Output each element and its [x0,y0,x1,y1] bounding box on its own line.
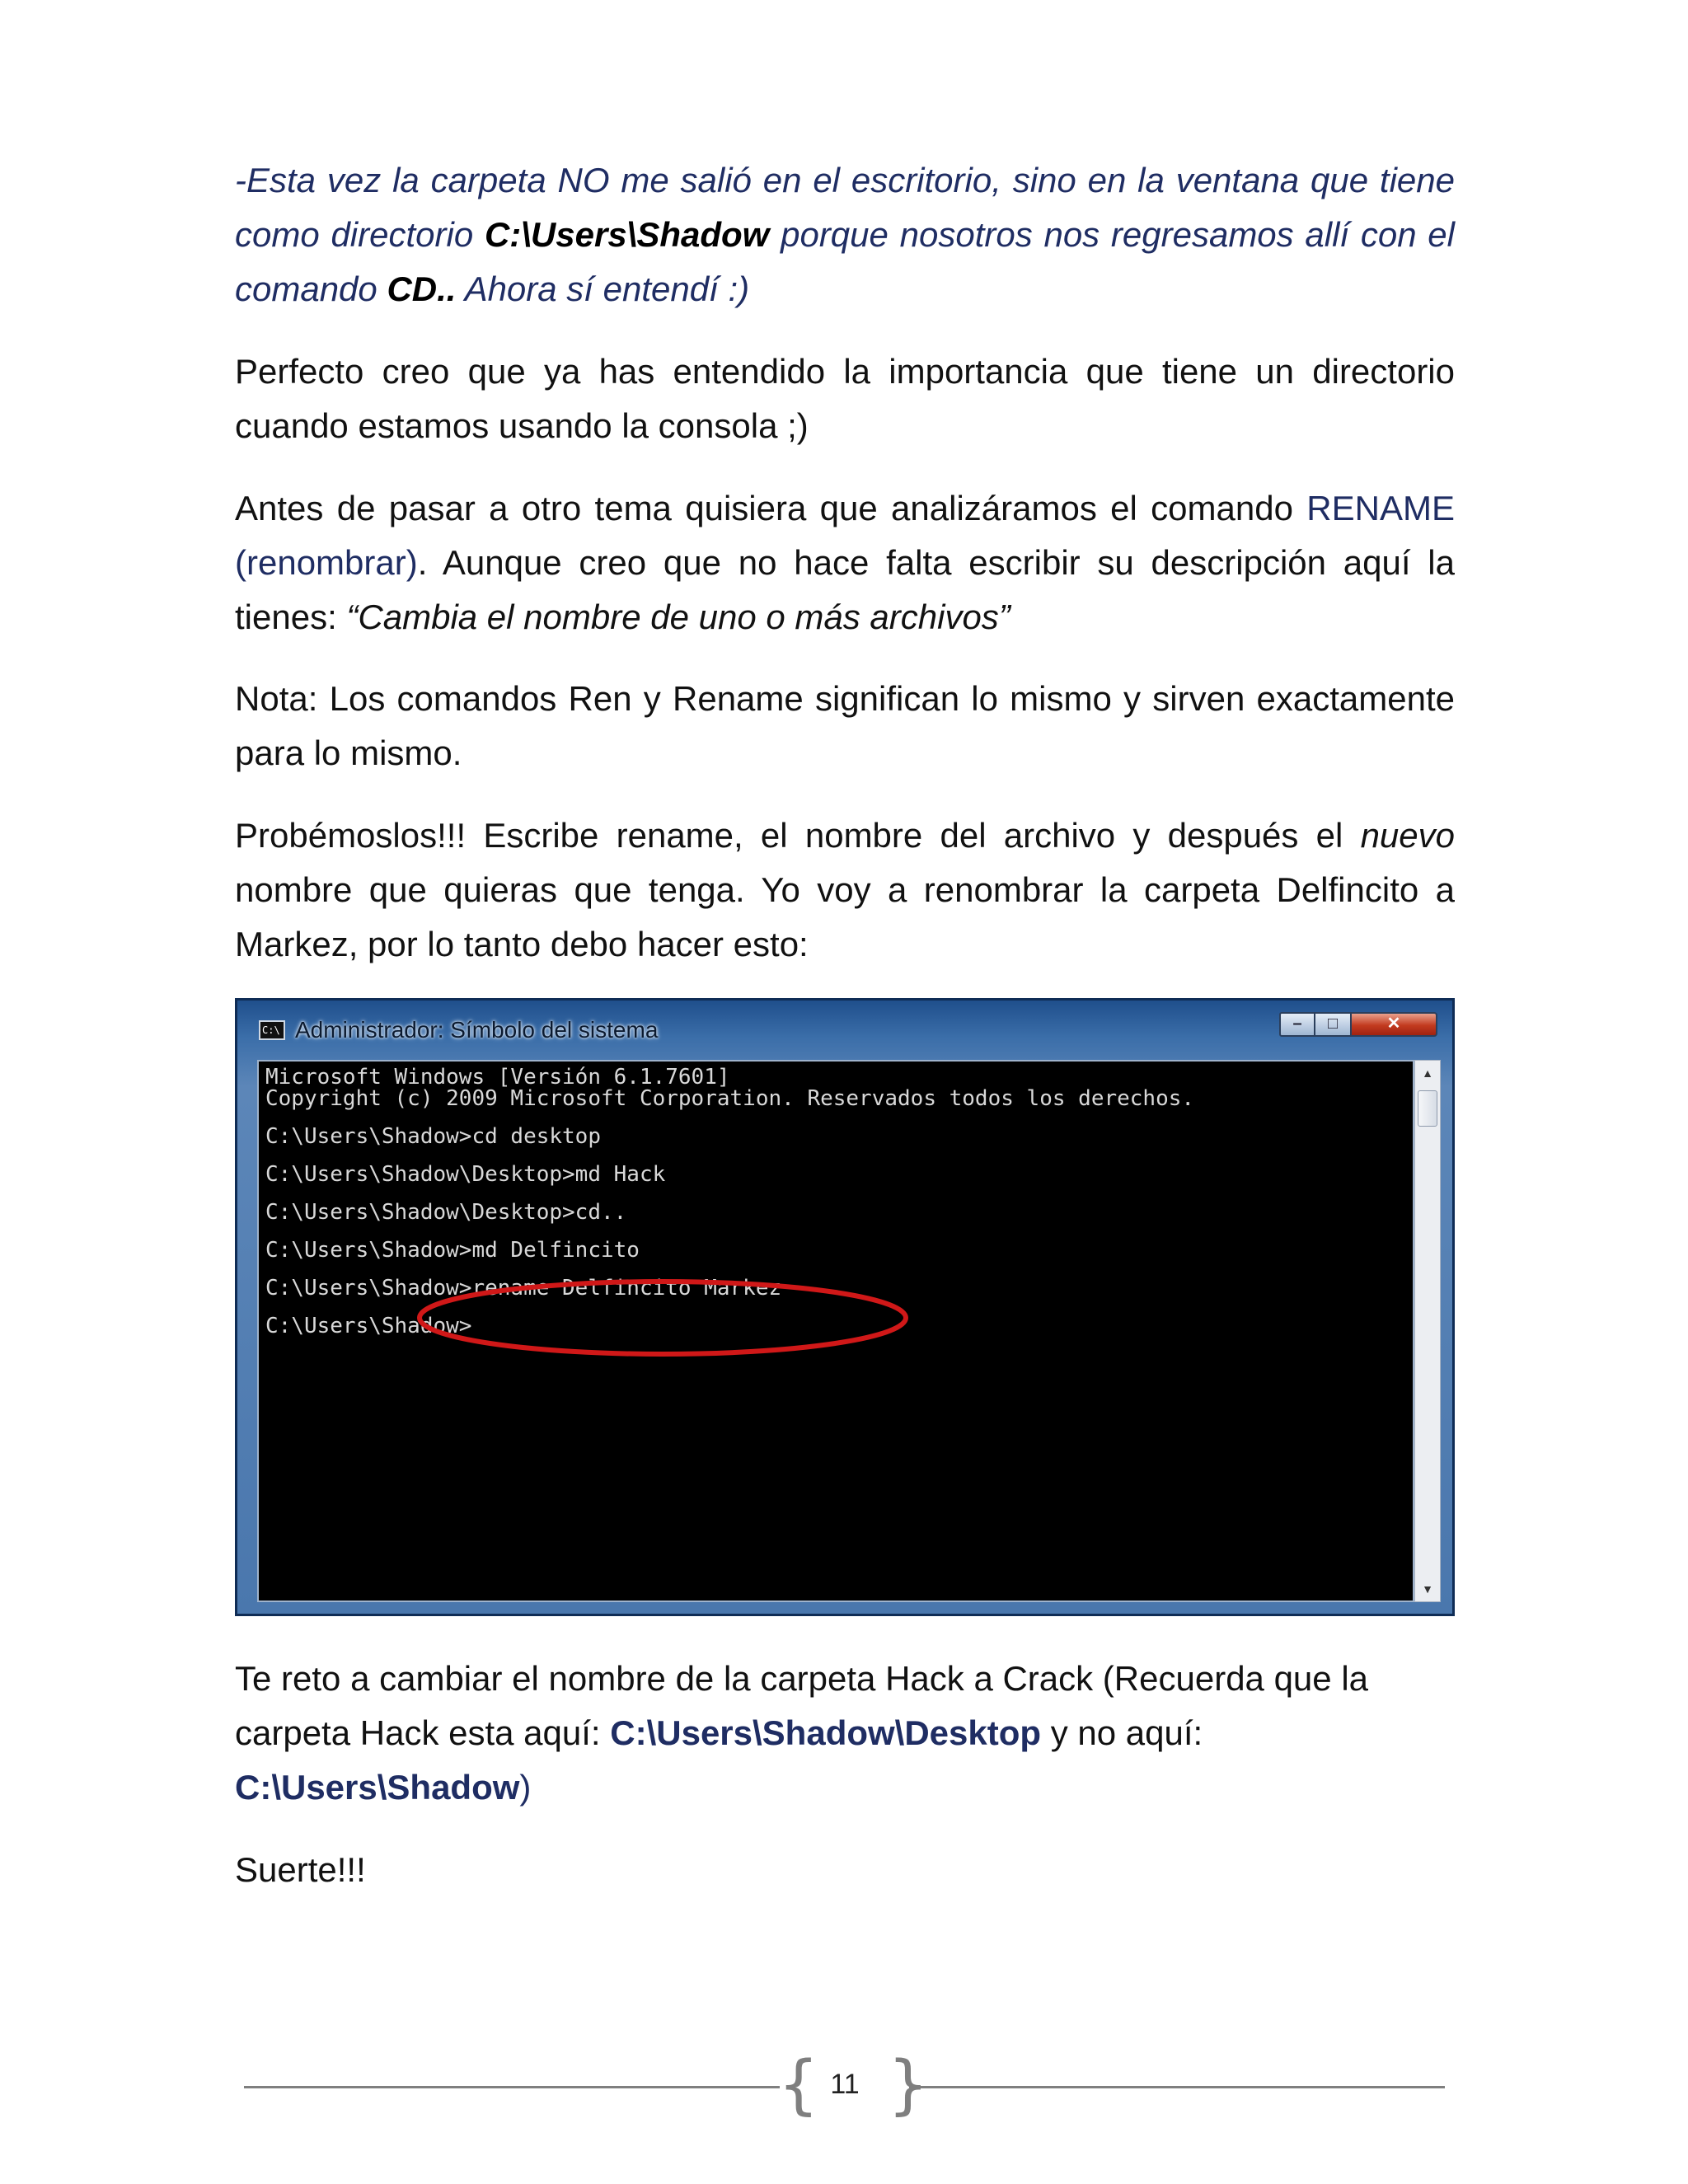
console-line: C:\Users\Shadow\Desktop>md Hack [265,1162,666,1187]
right-brace-icon: } [888,2048,929,2122]
console-blank-line [265,1223,1194,1240]
paragraph-rename [235,481,1455,644]
text: . Aunque creo que no hace falta escribir su descripción aquí la tienes: [235,543,1455,636]
console-blank-line [265,1109,1194,1126]
path-shadow-2: C:\Users\Shadow [235,1768,520,1807]
minimize-button[interactable]: – [1279,1012,1315,1037]
text: porque nosotros nos regresamos allí con el comando [235,215,1455,308]
console-line: C:\Users\Shadow>cd desktop [265,1124,601,1149]
console-line: Copyright (c) 2009 Microsoft Corporation. Reservados todos los derechos. [265,1086,1195,1111]
emph-nuevo: nuevo [1360,816,1455,855]
paragraph-challenge [235,1652,1455,1815]
console-output [257,1060,1414,1602]
console-line: C:\Users\Shadow\Desktop>cd.. [265,1200,627,1225]
footer-rule-left [244,2086,780,2088]
rename-command: RENAME (renombrar) [235,489,1455,582]
text: y no aquí: [1041,1713,1203,1752]
console-scrollbar[interactable] [1414,1060,1441,1602]
console-text [265,1066,1194,1337]
footer-rule-right [909,2086,1445,2088]
paragraph-good-luck: Suerte!!! [235,1850,366,1889]
text: -Esta vez la carpeta NO me salió en el escritorio, sino en la ventana que tiene como directorio [235,161,1455,254]
text: ) [519,1768,532,1807]
cmd-icon: C:\ [259,1020,285,1040]
scroll-thumb[interactable] [1418,1090,1437,1127]
scroll-down-arrow-icon[interactable]: ▼ [1422,1582,1433,1596]
paragraph-intro [235,153,1455,316]
console-blank-line [265,1185,1194,1202]
console-window-screenshot [235,998,1455,1616]
text: Antes de pasar a otro tema quisiera que analizáramos el comando [235,489,1307,527]
console-blank-line [265,1299,1194,1315]
console-line: C:\Users\Shadow> [265,1314,472,1338]
maximize-button[interactable]: □ [1315,1012,1352,1037]
text: Probémoslos!!! Escribe rename, el nombre del archivo y después el [235,816,1361,855]
path-shadow: C:\Users\Shadow [484,215,770,254]
close-button[interactable]: ✕ [1352,1012,1437,1037]
console-title: Administrador: Símbolo del sistema [295,1017,659,1043]
page-number: 11 [830,2069,860,2100]
console-blank-line [265,1147,1194,1164]
window-controls [1279,1012,1437,1038]
paragraph-try [235,808,1455,972]
console-line: C:\Users\Shadow>md Delfincito [265,1238,640,1263]
console-blank-line [265,1261,1194,1277]
left-brace-icon: { [778,2048,819,2122]
path-desktop: C:\Users\Shadow\Desktop [610,1713,1042,1752]
paragraph-note: Nota: Los comandos Ren y Rename significan lo mismo y sirven exactamente para lo mismo. [235,679,1455,772]
rename-description: “Cambia el nombre de uno o más archivos” [346,598,1010,636]
console-line: Microsoft Windows [Versión 6.1.7601] [265,1065,730,1090]
text: Te reto a cambiar el nombre de la carpeta Hack a Crack (Recuerda que la carpeta Hack esta aquí: [235,1659,1369,1752]
text: nombre que quieras que tenga. Yo voy a renombrar la carpeta Delfincito a Markez, por lo tanto debo hacer esto: [235,870,1455,963]
paragraph-directory: Perfecto creo que ya has entendido la importancia que tiene un directorio cuando estamos usando la consola ;) [235,352,1455,445]
console-titlebar [237,1001,1452,1058]
scroll-up-arrow-icon[interactable]: ▲ [1422,1066,1433,1080]
console-line: C:\Users\Shadow>rename Delfincito Markez [265,1276,782,1301]
text: Ahora sí entendí :) [456,269,750,308]
cd-command: CD.. [387,269,457,308]
